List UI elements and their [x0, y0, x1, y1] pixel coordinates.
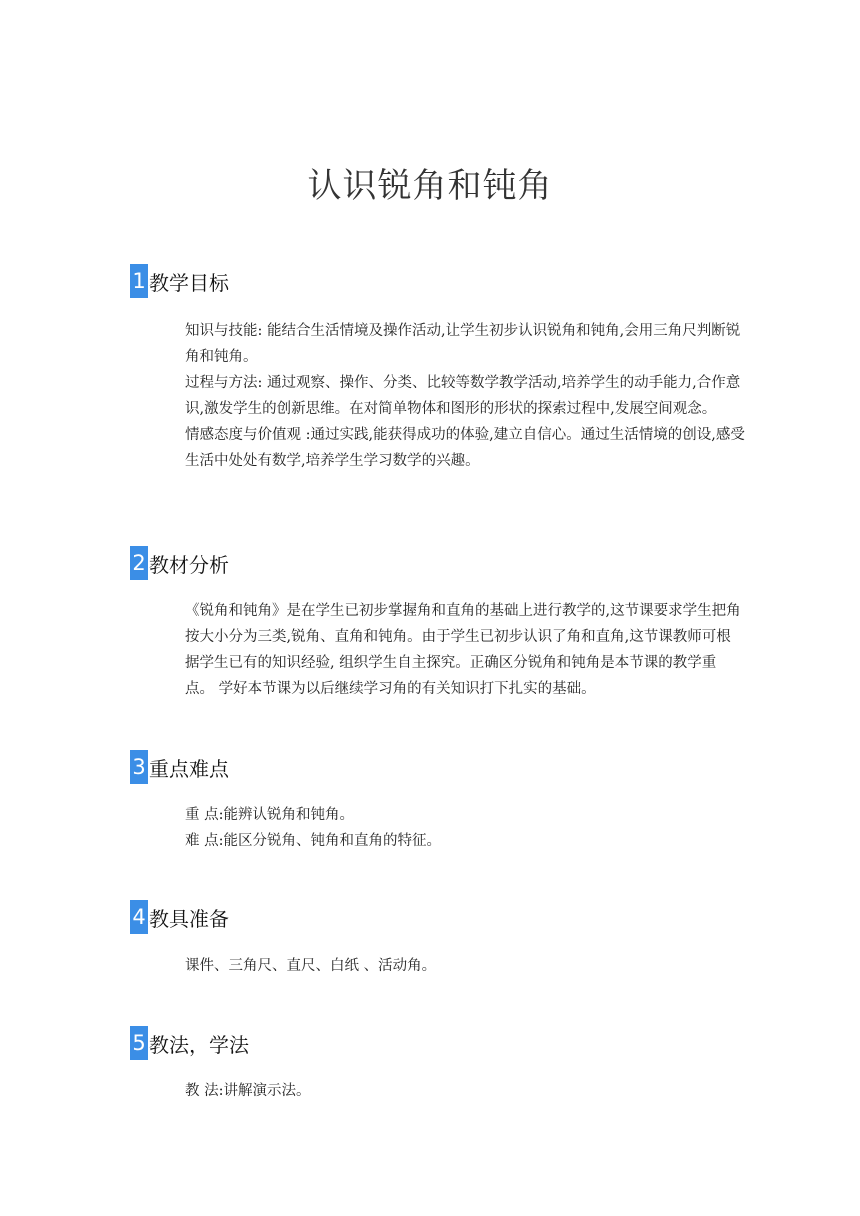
- paragraph: 教 法:讲解演示法。: [185, 1083, 311, 1099]
- section-title: 重点难点: [149, 756, 229, 781]
- section-heading-teaching-aids: [130, 900, 229, 934]
- paragraph: 过程与方法: 通过观察、操作、分类、比较等数学教学活动,培养学生的动手能力,合作意识,激发学生的创新思维。在对简单物体和图形的形状的探索过程中,发展空间观念。: [185, 375, 741, 417]
- section-body-methods: [185, 1078, 745, 1104]
- paragraph: 情感态度与价值观 :通过实践,能获得成功的体验,建立自信心。通过生活情境的创设,感受生活中处处有数学,培养学生学习数学的兴趣。: [185, 427, 745, 469]
- section-heading-key-points: [130, 750, 229, 784]
- section-body-teaching-goals: [185, 318, 745, 474]
- page-title: 认识锐角和钝角: [307, 166, 553, 206]
- section-title: 教法，学法: [149, 1032, 249, 1057]
- section-number-badge: 5: [130, 1026, 148, 1060]
- section-heading-methods: [130, 1026, 249, 1060]
- section-number-badge: 2: [130, 546, 148, 580]
- section-heading-teaching-goals: [130, 264, 229, 298]
- paragraph: 《锐角和钝角》是在学生已初步掌握角和直角的基础上进行教学的,这节课要求学生把角按大小分为三类,锐角、直角和钝角。由于学生已初步认识了角和直角,这节课教师可根据学生已有的知识经验, 组织学生自主探究。正确区分锐角和钝角是本节课的教学重点。 学好本节课为以后继续学习角的有关知识打下扎实的基础。: [185, 603, 741, 697]
- paragraph: 重 点:能辨认锐角和钝角。: [185, 807, 354, 823]
- paragraph: 知识与技能: 能结合生活情境及操作活动,让学生初步认识锐角和钝角,会用三角尺判断锐角和钝角。: [185, 323, 741, 365]
- section-title: 教材分析: [149, 552, 229, 577]
- section-heading-material-analysis: [130, 546, 229, 580]
- section-body-teaching-aids: [185, 953, 745, 979]
- paragraph: 课件、三角尺、直尺、白纸 、活动角。: [185, 958, 437, 974]
- section-title: 教具准备: [149, 906, 229, 931]
- section-number-badge: 3: [130, 750, 148, 784]
- paragraph: 难 点:能区分锐角、钝角和直角的特征。: [185, 833, 441, 849]
- section-number-badge: 1: [130, 264, 148, 298]
- section-title: 教学目标: [149, 270, 229, 295]
- section-number-badge: 4: [130, 900, 148, 934]
- section-body-key-points: [185, 802, 745, 854]
- section-body-material-analysis: [185, 598, 745, 702]
